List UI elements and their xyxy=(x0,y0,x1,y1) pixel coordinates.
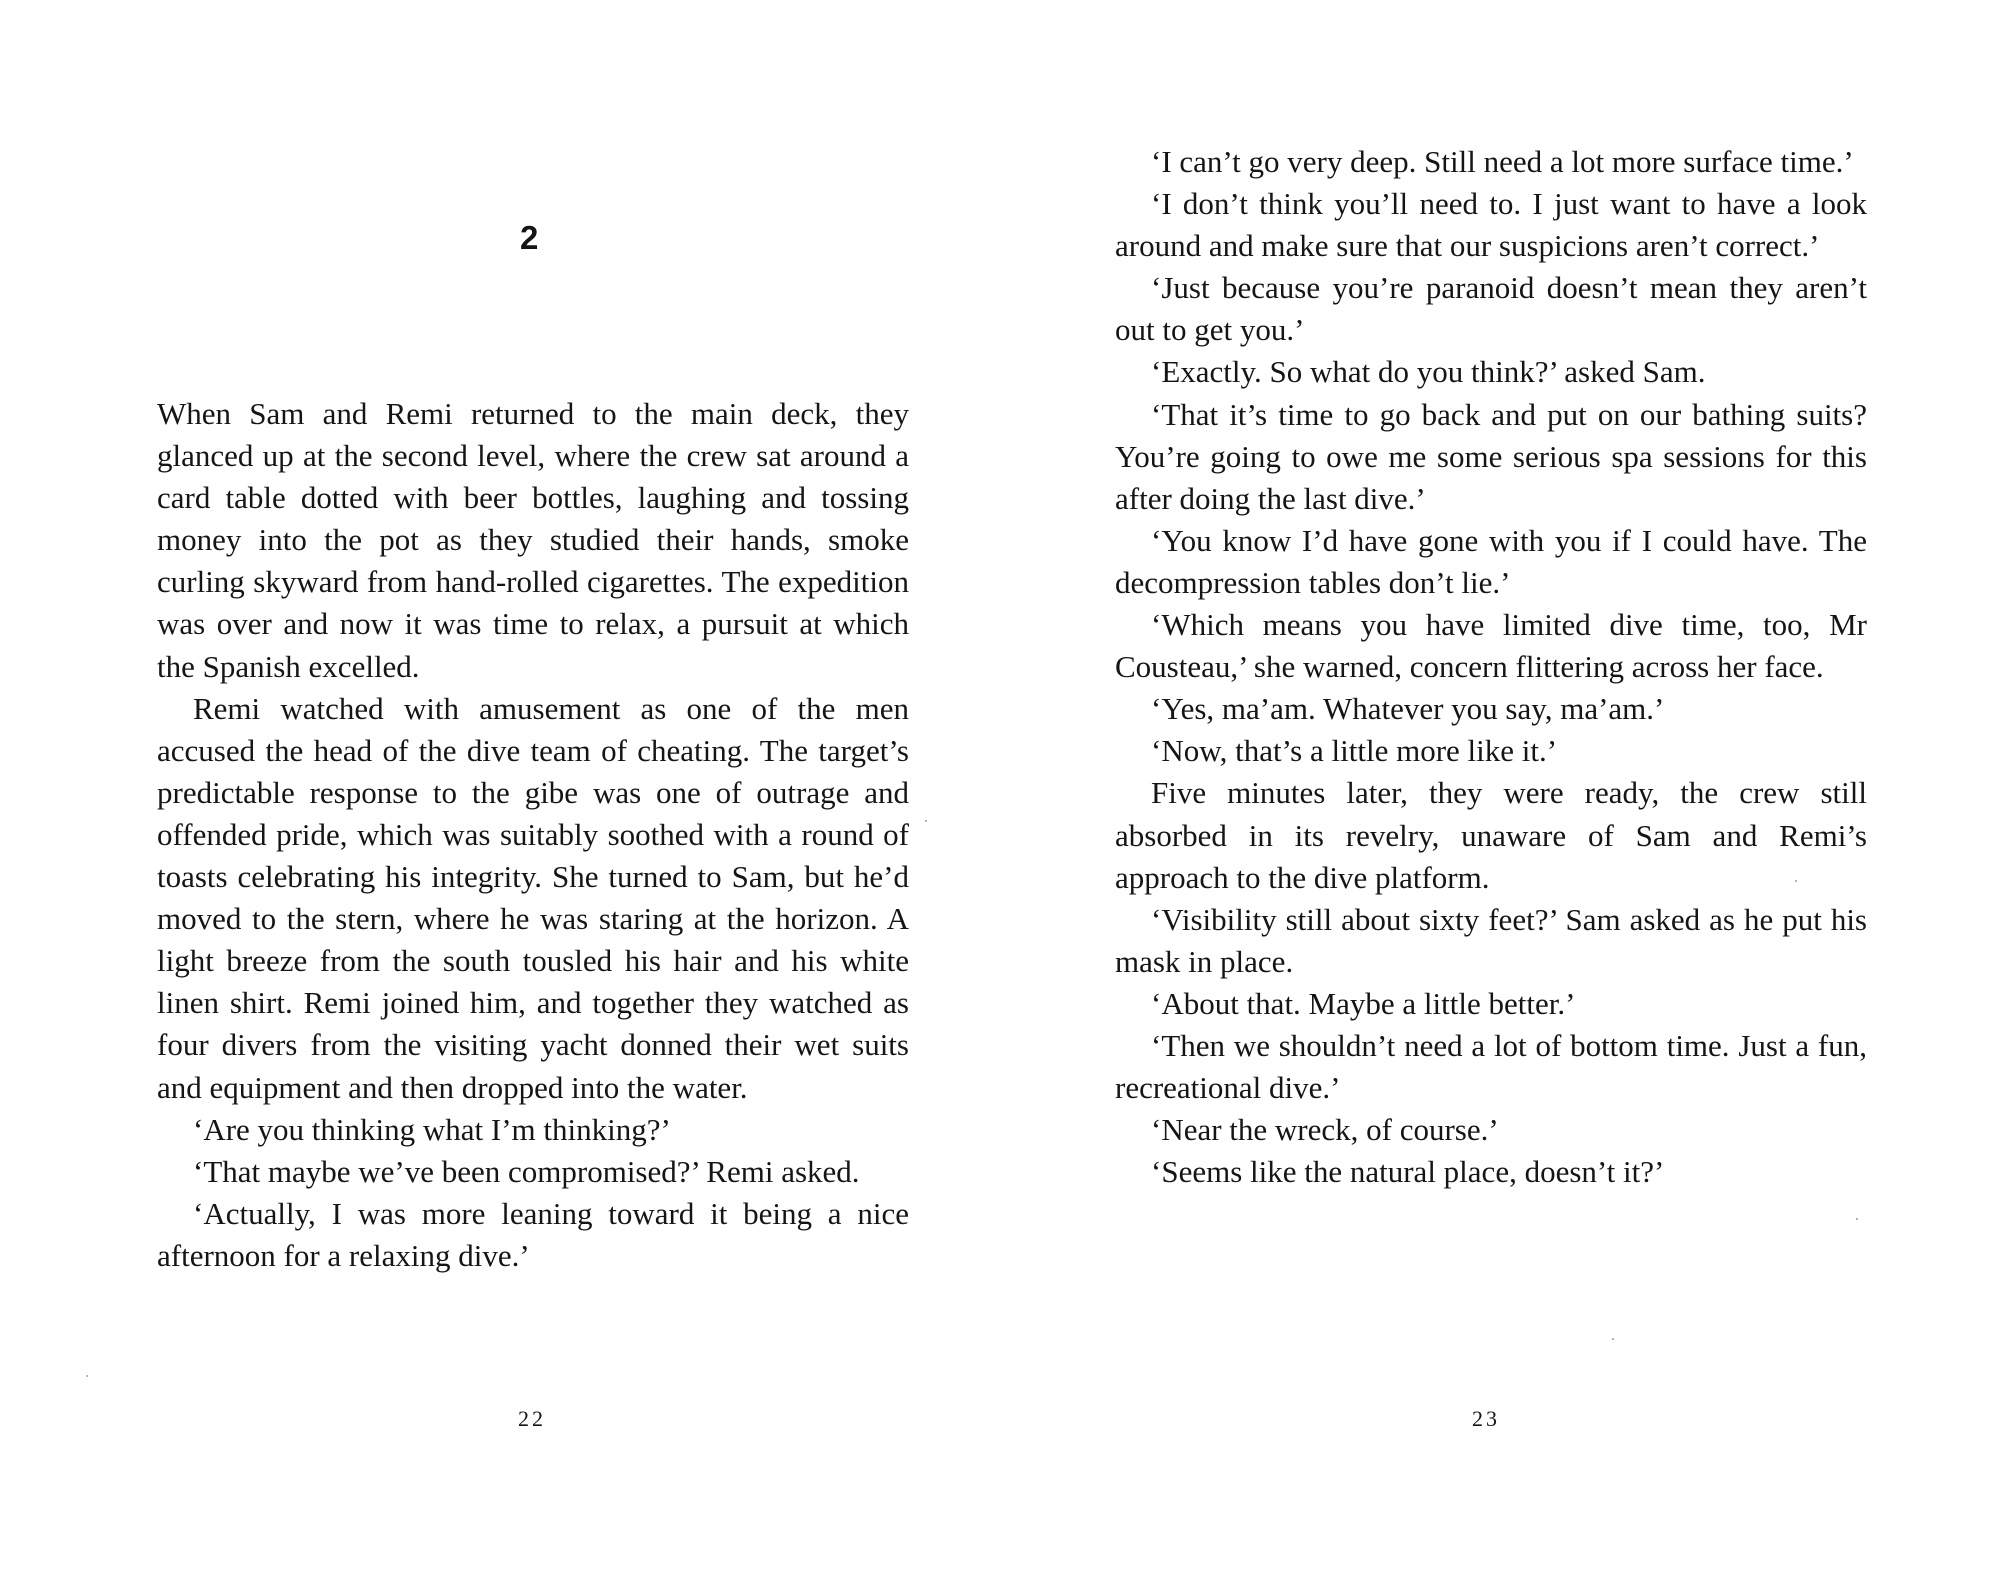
paragraph: ‘Just because you’re paranoid doesn’t mean they aren’t out to get you.’ xyxy=(1115,270,1867,348)
scan-speck xyxy=(1795,880,1797,882)
paragraph: ‘I can’t go very deep. Still need a lot more surface time.’ xyxy=(1151,144,1854,179)
scan-speck xyxy=(1612,1338,1614,1340)
scan-speck xyxy=(925,820,927,822)
paragraph: ‘That maybe we’ve been compromised?’ Remi asked. xyxy=(193,1153,860,1189)
paragraph: ‘Now, that’s a little more like it.’ xyxy=(1151,733,1558,769)
chapter-number: 2 xyxy=(520,219,539,256)
right-page xyxy=(1000,0,2000,1581)
paragraph: ‘Visibility still about sixty feet?’ Sam asked as he put his mask in place. xyxy=(1115,901,1867,979)
paragraph: ‘About that. Maybe a little better.’ xyxy=(1151,985,1576,1021)
page-number-left: 22 xyxy=(518,1406,546,1431)
paragraph: ‘Are you thinking what I’m thinking?’ xyxy=(193,1111,671,1147)
paragraph: When Sam and Remi returned to the main deck, they glanced up at the second level, where the crew sat around a card table dotted with beer bottles, laughing and tossing money into the pot as they studied their hands, smoke curling skyward from hand-rolled cigarettes. The expedition was over and now it was time to relax, a pursuit at which the Spanish excelled. xyxy=(157,396,909,684)
paragraph: ‘I don’t think you’ll need to. I just want to have a look around and make sure that our suspicions aren’t correct.’ xyxy=(1115,186,1867,264)
paragraph: ‘That it’s time to go back and put on our bathing suits? You’re going to owe me some serious spa sessions for this after doing the last dive.’ xyxy=(1115,396,1867,516)
page-number-right: 23 xyxy=(1472,1406,1500,1431)
paragraph: ‘Which means you have limited dive time, too, Mr Cousteau,’ she warned, concern flittering across her face. xyxy=(1115,607,1867,685)
paragraph: Remi watched with amusement as one of the men accused the head of the dive team of cheating. The target’s predictable response to the gibe was one of outrage and offended pride, which was suitably soothed with a round of toasts celebrating his integrity. She turned to Sam, but he’d moved to the stern, where he was staring at the horizon. A light breeze from the south tousled his hair and his white linen shirt. Remi joined him, and together they watched as four divers from the visiting yacht donned their wet suits and equipment and then dropped into the water. xyxy=(157,690,909,1105)
right-page-text xyxy=(1115,141,1867,1193)
paragraph: ‘Exactly. So what do you think?’ asked Sam. xyxy=(1151,354,1706,390)
paragraph: Five minutes later, they were ready, the crew still absorbed in its revelry, unaware of Sam and Remi’s approach to the dive platform. xyxy=(1115,775,1867,895)
left-page-text xyxy=(157,393,909,1277)
scan-speck xyxy=(86,1375,88,1377)
paragraph: ‘Yes, ma’am. Whatever you say, ma’am.’ xyxy=(1151,691,1665,727)
paragraph: ‘You know I’d have gone with you if I could have. The decompression tables don’t lie.’ xyxy=(1115,522,1867,600)
paragraph: ‘Then we shouldn’t need a lot of bottom time. Just a fun, recreational dive.’ xyxy=(1115,1027,1867,1106)
paragraph: ‘Seems like the natural place, doesn’t it?’ xyxy=(1151,1154,1665,1190)
paragraph: ‘Actually, I was more leaning toward it being a nice afternoon for a relaxing dive.’ xyxy=(157,1195,909,1273)
scan-speck xyxy=(1856,1218,1858,1220)
paragraph: ‘Near the wreck, of course.’ xyxy=(1151,1112,1499,1148)
